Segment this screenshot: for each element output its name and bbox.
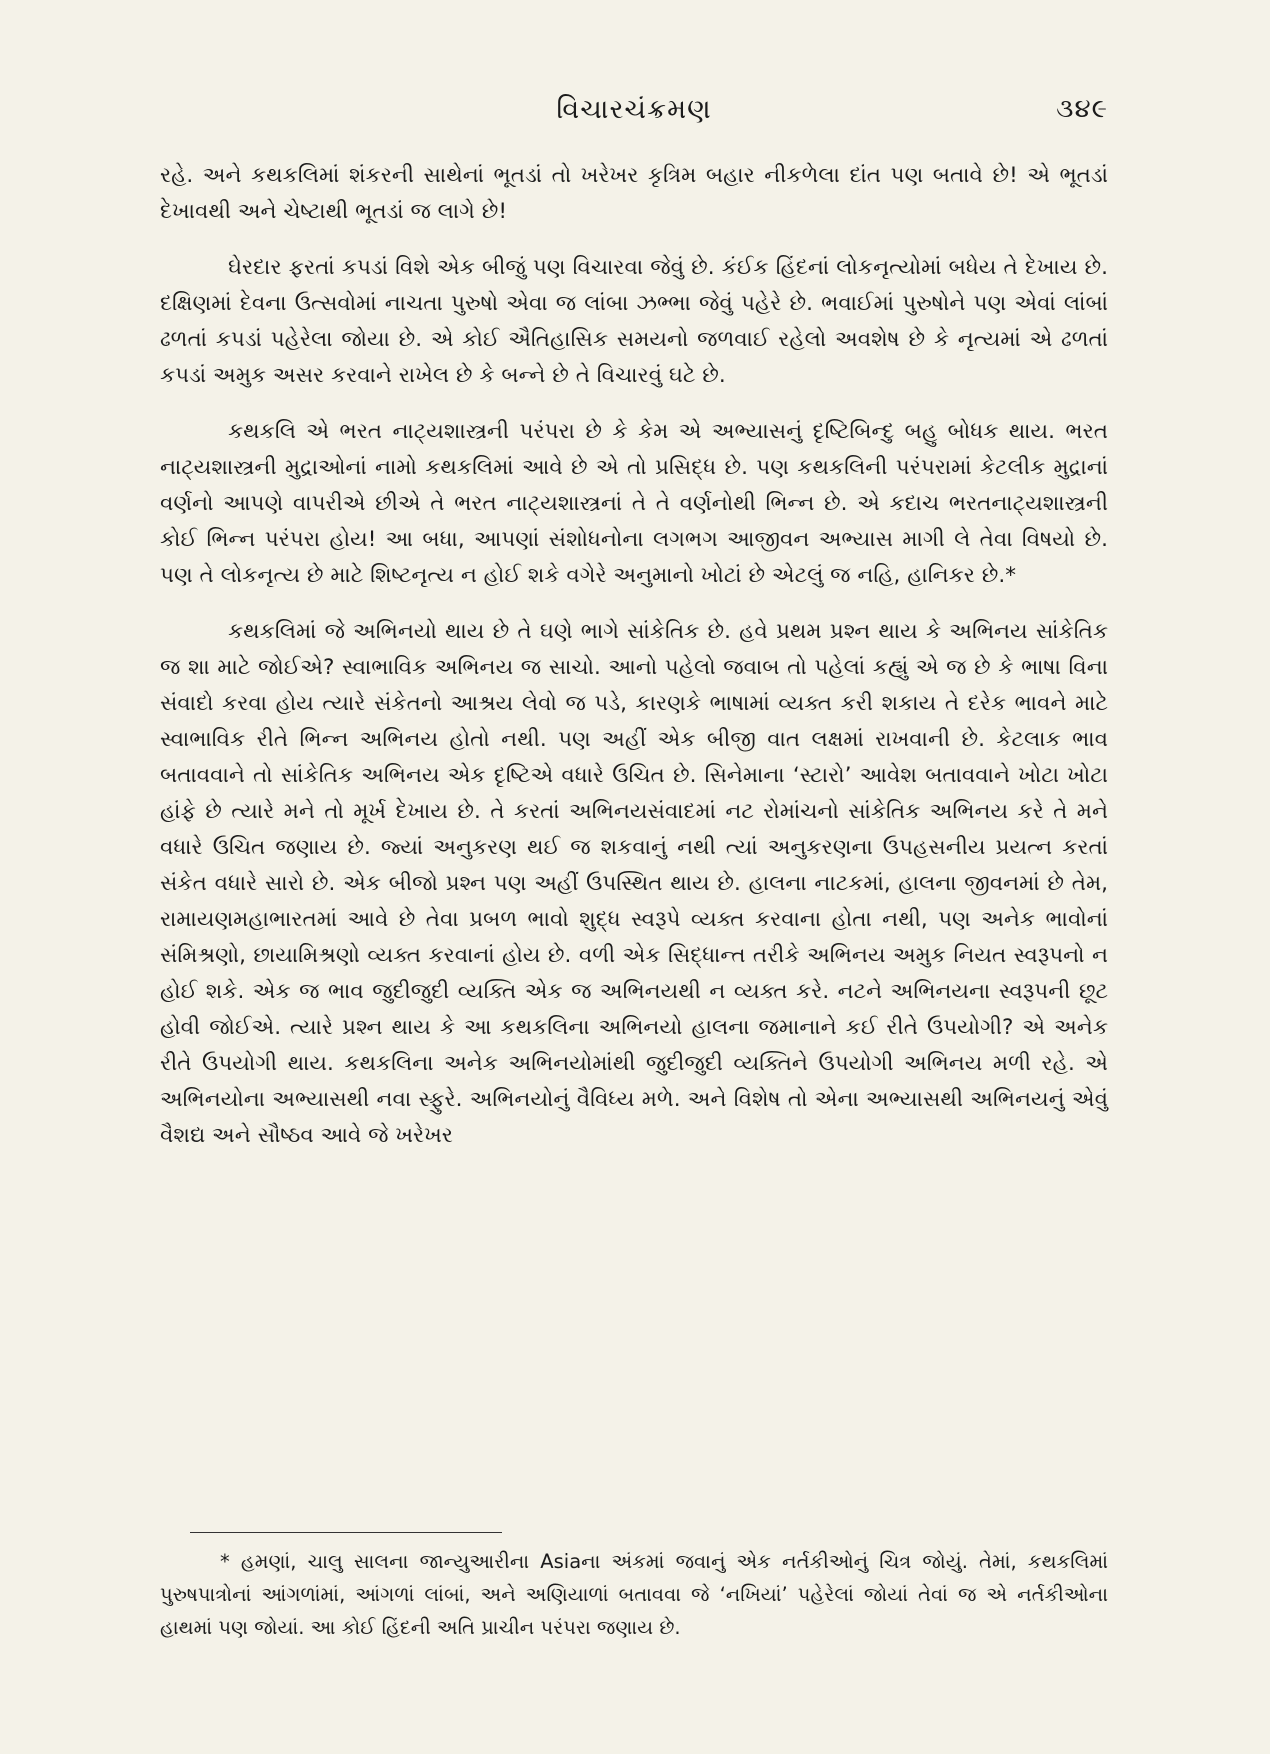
running-head: વિચારચંક્રમણ: [556, 94, 712, 125]
page-body: [160, 158, 1108, 1174]
paragraph-costumes: ઘેરદાર ફરતાં કપડાં વિશે એક બીજું પણ વિચારવા જેવું છે. કંઈક હિંદનાં લોકનૃત્યોમાં બધેય તે દેખાય છે. દક્ષિણમાં દેવના ઉત્સવોમાં નાચતા પુરુષો એવા જ લાંબા ઝભ્ભા જેવું પહેરે છે. ભવાઈમાં પુરુષોને પણ એવાં લાંબાં ઢળતાં કપડાં પહેરેલા જોયા છે. એ કોઈ ઐતિહાસિક સમયનો જળવાઈ રહેલો અવશેષ છે કે નૃત્યમાં એ ઢળતાં કપડાં અમુક અસર કરવાને રાખેલ છે કે બન્ને છે તે વિચારવું ઘટે છે.: [160, 255, 1108, 388]
paragraph-abhinaya: કથકલિમાં જે અભિનયો થાય છે તે ઘણે ભાગે સાંકેતિક છે. હવે પ્રથમ પ્રશ્ન થાય કે અભિનય સાંકેતિક જ શા માટે જોઈએ? સ્વાભાવિક અભિનય જ સાચો. આનો પહેલો જવાબ તો પહેલાં કહ્યું એ જ છે કે ભાષા વિના સંવાદો કરવા હોય ત્યારે સંકેતનો આશ્રય લેવો જ પડે, કારણકે ભાષામાં વ્યક્ત કરી શકાય તે દરેક ભાવને માટે સ્વાભાવિક રીતે ભિન્ન અભિનય હોતો નથી. પણ અહીં એક બીજી વાત લક્ષમાં રાખવાની છે. કેટલાક ભાવ બતાવવાને તો સાંકેતિક અભિનય એક દૃષ્ટિએ વધારે ઉચિત છે. સિનેમાના ‘સ્ટારો’ આવેશ બતાવવાને ખોટા ખોટા હાંફે છે ત્યારે મને તો મૂર્ખ દેખાય છે. તે કરતાં અભિનયસંવાદમાં નટ રોમાંચનો સાંકેતિક અભિનય કરે તે મને વધારે ઉચિત જણાય છે. જ્યાં અનુકરણ થઈ જ શકવાનું નથી ત્યાં અનુકરણના ઉપહસનીય પ્રયત્ન કરતાં સંકેત વધારે સારો છે. એક બીજો પ્રશ્ન પણ અહીં ઉપસ્થિત થાય છે. હાલના નાટકમાં, હાલના જીવનમાં છે તેમ, રામાયણમહાભારતમાં આવે છે તેવા પ્રબળ ભાવો શુદ્ધ સ્વરૂપે વ્યક્ત કરવાના હોતા નથી, પણ અનેક ભાવોનાં સંમિશ્રણો, છાયામિશ્રણો વ્યક્ત કરવાનાં હોય છે. વળી એક સિદ્ધાન્ત તરીકે અભિનય અમુક નિયત સ્વરૂપનો ન હોઈ શકે. એક જ ભાવ જુદીજુદી વ્યક્તિ એક જ અભિનયથી ન વ્યક્ત કરે. નટને અભિનયના સ્વરૂપની છૂટ હોવી જોઈએ. ત્યારે પ્રશ્ન થાય કે આ કથકલિના અભિનયો હાલના જમાનાને કઈ રીતે ઉપયોગી? એ અનેક રીતે ઉપયોગી થાય. કથકલિના અનેક અભિનયોમાંથી જુદીજુદી વ્યક્તિને ઉપયોગી અભિનય મળી રહે. એ અભિનયોના અભ્યાસથી નવા સ્ફુરે. અભિનયોનું વૈવિધ્ય મળે. અને વિશેષ તો એના અભ્યાસથી અભિનયનું એવું વૈશદ્ય અને સૌષ્ઠવ આવે જે ખરેખર: [160, 619, 1108, 1148]
page-number: ૩૪૯: [1056, 94, 1108, 124]
footnote-divider: [190, 1532, 502, 1533]
page-header: [160, 92, 1108, 136]
footnote: * હમણાં, ચાલુ સાલના જાન્યુઆરીના Asiaના અંકમાં જવાનું એક નર્તકીઓનું ચિત્ર જોયું. તેમાં, કથકલિમાં પુરુષપાત્રોનાં આંગળાંમાં, આંગળાં લાંબાં, અને અણિયાળાં બતાવવા જે ‘નખિયાં’ પહેરેલાં જોયાં તેવાં જ એ નર્તકીઓના હાથમાં પણ જોયાં. આ કોઈ હિંદની અતિ પ્રાચીન પરંપરા જણાય છે.: [160, 1550, 1108, 1639]
paragraph-continuation: રહે. અને કથકલિમાં શંકરની સાથેનાં ભૂતડાં તો ખરેખર કૃત્રિમ બહાર નીકળેલા દાંત પણ બતાવે છે! એ ભૂતડાં દેખાવથી અને ચેષ્ટાથી ભૂતડાં જ લાગે છે!: [160, 163, 1108, 224]
paragraph-natyashastra: કથકલિ એ ભરત નાટ્યશાસ્ત્રની પરંપરા છે કે કેમ એ અભ્યાસનું દૃષ્ટિબિન્દુ બહુ બોધક થાય. ભરત નાટ્યશાસ્ત્રની મુદ્રાઓનાં નામો કથકલિમાં આવે છે એ તો પ્રસિદ્ધ છે. પણ કથકલિની પરંપરામાં કેટલીક મુદ્રાનાં વર્ણનો આપણે વાપરીએ છીએ તે ભરત નાટ્યશાસ્ત્રનાં તે તે વર્ણનોથી ભિન્ન છે. એ કદાચ ભરતનાટ્યશાસ્ત્રની કોઈ ભિન્ન પરંપરા હોય! આ બધા, આપણાં સંશોધનોના લગભગ આજીવન અભ્યાસ માગી લે તેવા વિષયો છે. પણ તે લોકનૃત્ય છે માટે શિષ્ટનૃત્ય ન હોઈ શકે વગેરે અનુમાનો ખોટાં છે એટલું જ નહિ, હાનિકર છે.*: [160, 419, 1108, 588]
